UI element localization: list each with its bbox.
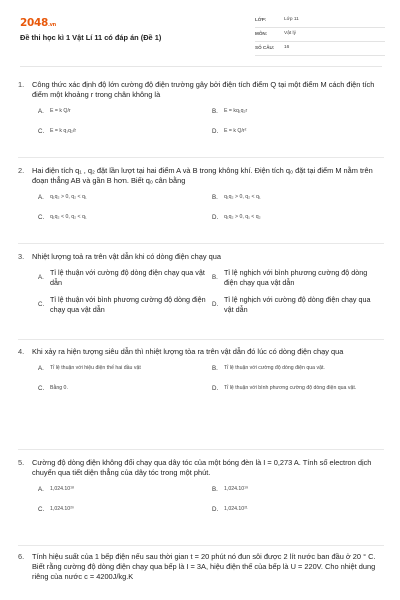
option-text: Tỉ lệ thuận với bình phương cường độ dòng điện chạy qua vật dẫn — [50, 295, 206, 315]
option-text: q₁q₂ > 0, q₂ < q₁ — [224, 194, 261, 201]
option-text: 1,024.10²⁰ — [50, 506, 74, 513]
option-d[interactable] — [212, 383, 380, 395]
option-letter: A. — [38, 364, 44, 372]
option-text: E = kq₁q₂r — [224, 108, 248, 115]
question-number: 3. — [18, 252, 25, 261]
question-number: 6. — [18, 552, 25, 561]
question-text: Nhiệt lượng toả ra trên vật dẫn khi có dòng điện chạy qua — [32, 252, 221, 261]
option-text: 1,024.10¹⁹ — [224, 486, 249, 493]
question-4 — [18, 347, 384, 395]
option-letter: C. — [38, 384, 45, 392]
option-text: Tỉ lệ thuận với bình phương cường độ dòng điện qua vật. — [224, 385, 357, 392]
options — [38, 192, 384, 224]
option-text: Tỉ lệ thuận với hiệu điện thế hai đầu vật — [50, 365, 141, 372]
option-b[interactable] — [212, 106, 380, 118]
option-b[interactable] — [212, 192, 380, 204]
meta-label: SỐ CÂU: — [255, 45, 275, 51]
option-text: Tỉ lệ nghịch với cường độ dòng điện chạy qua vật dẫn — [224, 295, 371, 315]
option-c[interactable] — [38, 212, 206, 224]
meta-label: LỚP: — [255, 17, 267, 23]
question-divider — [18, 243, 384, 244]
option-letter: D. — [212, 127, 219, 135]
page-header — [0, 0, 400, 62]
option-text: Tỉ lệ thuận với cường độ dòng điện qua vật. — [224, 365, 325, 372]
header-divider — [20, 66, 382, 67]
option-letter: D. — [212, 300, 219, 308]
option-letter: A. — [38, 193, 44, 201]
exam-meta — [255, 14, 385, 56]
option-text: E = k q₁q₂/r — [50, 128, 77, 135]
question-6 — [18, 552, 384, 582]
meta-label: MÔN: — [255, 31, 268, 37]
option-text: Bằng 0. — [50, 385, 68, 392]
question-text: Cường độ dòng điện không đổi chạy qua dây tóc của một bóng đèn là I = 0,273 A. Tính số electron dịch chuyển qua tiết diện thẳng của dây tóc trong một phút. — [32, 458, 372, 477]
option-a[interactable] — [38, 106, 206, 118]
option-d[interactable] — [212, 126, 380, 138]
options — [38, 363, 384, 395]
option-letter: D. — [212, 505, 219, 513]
question-divider — [18, 339, 384, 340]
option-letter: C. — [38, 213, 45, 221]
option-text: E = k Q/r — [50, 108, 71, 115]
question-stem — [18, 347, 384, 357]
option-d[interactable] — [212, 504, 380, 516]
option-a[interactable] — [38, 363, 206, 375]
option-text: Tỉ lệ nghịch với bình phương cường độ dòng điện chạy qua vật dẫn — [224, 267, 368, 287]
option-text: E = k Q/r² — [224, 128, 247, 135]
option-letter: B. — [212, 364, 218, 372]
question-stem — [18, 458, 384, 478]
option-letter: C. — [38, 127, 45, 135]
option-text: Tỉ lệ thuận với cường độ dòng điện chạy qua vật dẫn — [50, 267, 205, 287]
question-stem — [18, 552, 384, 582]
option-d[interactable] — [212, 295, 380, 314]
meta-row-subject — [255, 28, 385, 42]
option-text: q₁q₂ > 0, q₁ < q₂ — [224, 214, 261, 221]
options — [38, 268, 384, 315]
meta-row-count — [255, 42, 385, 56]
option-a[interactable] — [38, 484, 206, 496]
option-c[interactable] — [38, 295, 206, 314]
meta-value: Lớp 11 — [284, 17, 299, 23]
option-letter: C. — [38, 505, 45, 513]
option-letter: A. — [38, 485, 44, 493]
meta-value: Vật lý — [284, 31, 296, 37]
option-c[interactable] — [38, 504, 206, 516]
option-b[interactable] — [212, 363, 380, 375]
question-3 — [18, 252, 384, 315]
question-number: 5. — [18, 458, 25, 467]
option-text: q₁q₂ > 0, q₂ < q₁ — [50, 194, 87, 201]
exam-title: Đề thi học kì 1 Vật Lí 11 có đáp án (Đề 1) — [20, 33, 162, 42]
site-logo[interactable] — [20, 16, 56, 30]
question-stem — [18, 80, 384, 100]
option-letter: B. — [212, 485, 218, 493]
question-stem — [18, 166, 384, 186]
option-text: 1,024.10²¹ — [224, 506, 248, 513]
option-b[interactable] — [212, 268, 380, 287]
question-divider — [18, 449, 384, 450]
question-text: Tính hiệu suất của 1 bếp điện nếu sau thời gian t = 20 phút nó đun sôi được 2 lít nước ban đầu ở 20 ° C. Biết rằng cường độ dòng điện chạy qua bếp là I = 3A, hiệu điện thế của bếp là U = 220V. Cho nhiệt dung riêng của nước c = 4200J/kg.K — [32, 552, 376, 581]
options — [38, 106, 384, 138]
option-letter: C. — [38, 300, 45, 308]
options — [38, 484, 384, 516]
meta-value: 16 — [284, 45, 290, 51]
option-a[interactable] — [38, 268, 206, 287]
question-text: Hai điện tích q₁ , q₂ đặt lần lượt tại hai điểm A và B trong không khí. Điện tích q₀ đặt tại điểm M nằm trên đoạn thẳng AB và gần B hơn. Biết q₀ cân bằng — [32, 166, 373, 185]
option-letter: A. — [38, 107, 44, 115]
option-letter: A. — [38, 273, 44, 281]
option-c[interactable] — [38, 383, 206, 395]
option-b[interactable] — [212, 484, 380, 496]
option-text: q₁q₂ < 0, q₂ < q₁ — [50, 214, 87, 221]
question-number: 4. — [18, 347, 25, 356]
option-c[interactable] — [38, 126, 206, 138]
option-letter: B. — [212, 193, 218, 201]
logo-suffix: .vn — [48, 22, 56, 28]
question-number: 1. — [18, 80, 25, 89]
question-number: 2. — [18, 166, 25, 175]
question-2 — [18, 166, 384, 224]
question-1 — [18, 80, 384, 138]
question-divider — [18, 545, 384, 546]
option-letter: B. — [212, 107, 218, 115]
question-stem — [18, 252, 384, 262]
question-text: Khi xảy ra hiện tượng siêu dẫn thì nhiệt lượng tỏa ra trên vật dẫn đó lúc có dòng điện chạy qua — [32, 347, 344, 356]
meta-row-class — [255, 14, 385, 28]
logo-text: 2048 — [20, 17, 49, 29]
option-d[interactable] — [212, 212, 380, 224]
option-letter: B. — [212, 273, 218, 281]
option-letter: D. — [212, 213, 219, 221]
option-letter: D. — [212, 384, 219, 392]
question-5 — [18, 458, 384, 516]
question-text: Công thức xác định độ lớn cường độ điện trường gây bởi điện tích điểm Q tại một điểm M cách điện tích điểm một khoảng r trong chân không là — [32, 80, 375, 99]
option-a[interactable] — [38, 192, 206, 204]
question-divider — [18, 157, 384, 158]
option-text: 1,024.10¹⁸ — [50, 486, 75, 493]
